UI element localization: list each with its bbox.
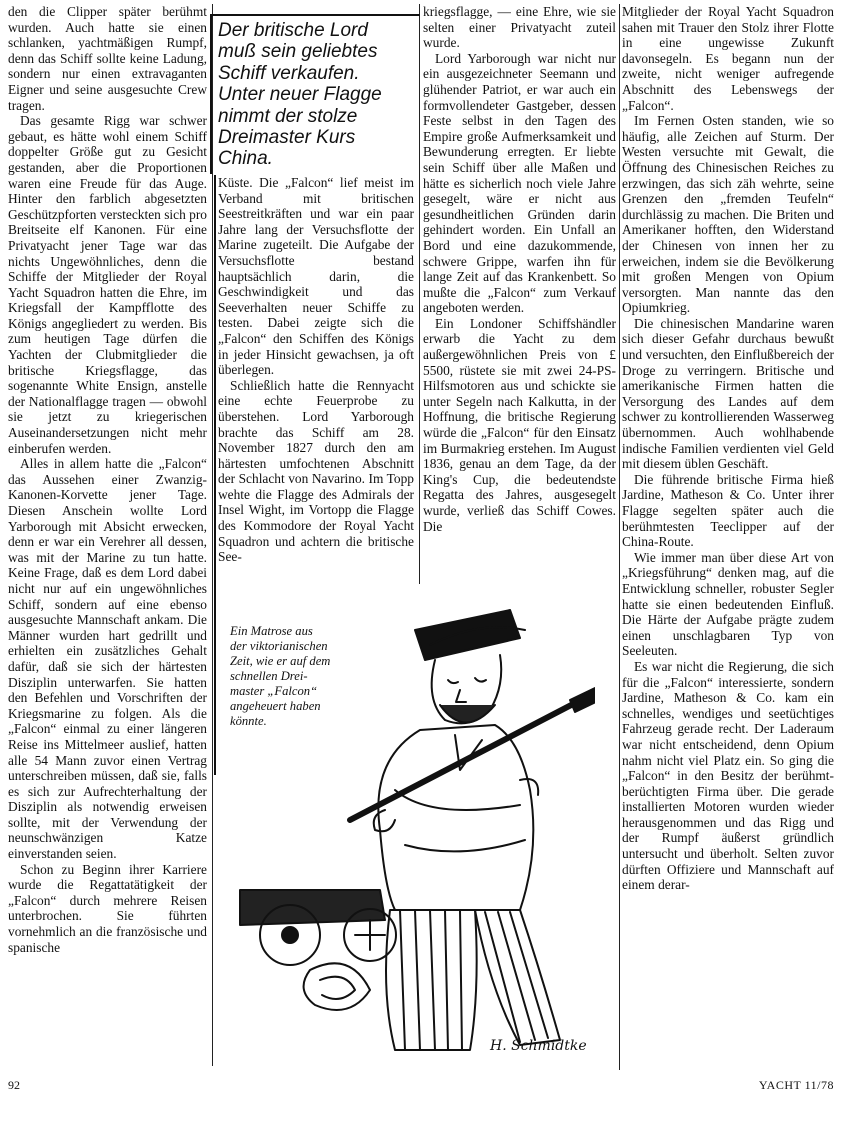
column-rule bbox=[214, 175, 216, 775]
paragraph: Schon zu Beginn ihrer Karriere wurde die Regattatätigkeit der „Falcon“ durch mehrere Reisen unterbrochen. Sie führten vornehmlich an die französische und spanische bbox=[8, 861, 207, 955]
paragraph: Schließlich hatte die Rennyacht eine echte Feuerprobe zu überstehen. Lord Yarborough brachte das Schiff am 28. November 1827 durch den am härtesten umfochtenen Abschnitt der Schlacht von Navarino. Im Topp wehte die Flagge des Admirals der Insel Wight, im Vortopp die Flagge des Kommodore der Royal Yacht Squadron und achtern die britische See- bbox=[218, 377, 414, 565]
caption-line: Ein Matrose aus bbox=[230, 624, 313, 638]
article-column-4 bbox=[622, 4, 834, 1070]
paragraph: Küste. Die „Falcon“ lief meist im Verband mit britischen Seestreitkräften und war ein paar Jahre lang der Versuchsflotte der Marine zugeteilt. Die Aufgabe der Versuchsflotte bestand hauptsächlich darin, die Geschwindigkeit und das Seeverhalten neuer Schiffe zu testen. Dabei zeigte sich die „Falcon“ den Schiffen des Königs in jeder Hinsicht gewachsen, ja oft überlegen. bbox=[218, 175, 414, 378]
paragraph: den die Clipper später berühmt wurden. Auch hatte sie einen schlanken, yachtmäßigen Rumpf, denn das Schiff sollte keine Ladung, sondern nur einen extravaganten Eigner und seine ausgesuchte Crew tragen. bbox=[8, 4, 207, 113]
caption-line: master „Falcon“ bbox=[230, 684, 318, 698]
magazine-name: YACHT bbox=[758, 1078, 802, 1092]
paragraph: Im Fernen Osten standen, wie so häufig, alle Zeichen auf Sturm. Der Westen versuchte mit Gewalt, die Öffnung des Chinesischen Reiches zu erzwingen, das sich zäh wehrte, seine Grenzen den „fremden Teufeln“ durchlässig zu machen. Die Briten und Amerikaner hofften, den Widerstand der Chinesen von innen her zu erweichen, indem sie die Bevölkerung mit großen Mengen von Opium versorgten. Man nannte das den Opiumkrieg. bbox=[622, 113, 834, 316]
paragraph: kriegsflagge, — eine Ehre, wie sie selten einer Privatyacht zuteil wurde. bbox=[423, 4, 616, 51]
paragraph: Alles in allem hatte die „Falcon“ das Aussehen einer Zwanzig-Kanonen-Korvette jener Tage. Diesen Anschein wollte Lord Yarborough mit Absicht erwecken, denn er war ein Verehrer all dessen, was mit der Marine zu tun hatte. Keine Frage, daß es dem Lord dabei nicht nur auf ein ungewöhnliches Schiff, sondern auf eine ebenso ausgesuchte Mannschaft ankam. Die Männer wurden hart gedrillt und erhielten ein zusätzliches Gehalt dafür, daß sie sich der härtesten Disziplin unterwarfen. Sie hatten den Befehlen und Vorschriften der Kriegsmarine zu folgen. Als die „Falcon“ einmal zu einer längeren Reise ins Mittelmeer auslief, hatten alle 54 Mann zuvor einen Vertrag unterschreiben müssen, daß sie, falls es sich zur Aufrechterhaltung der Disziplin als notwendig erweisen sollte, mit der Verwendung der neunschwänzigen Katze einverstanden seien. bbox=[8, 456, 207, 862]
magazine-footer bbox=[759, 1078, 834, 1093]
paragraph: Die chinesischen Mandarine waren sich dieser Gefahr durchaus bewußt und versuchten, den Einflußbereich der Droge zu verringern. Britische und amerikanische Firmen hatten die Versorgung des Landes auf dem schwer zu kontrollierenden Wasserweg übernommen. Auch wohlhabende indische Familien verdienten viel Geld mit diesem üblen Geschäft. bbox=[622, 315, 834, 472]
pull-quote bbox=[218, 20, 416, 170]
artist-signature: H. Schmidtke bbox=[490, 1038, 587, 1054]
paragraph: Das gesamte Rigg war schwer gebaut, es hätte wohl einem Schiff doppelter Größe gut zu Gesicht gestanden, aber die Proportionen waren eine Freude für das Auge. Hinter den farblich abgesetzten Geschützpforten versteckten sich pro Breitseite elf Kanonen. Für eine Privatyacht jener Tage war das nichts Ungewöhnliches, denn die Schiffe der Mitglieder der Royal Yacht Squadron hatten die Ehre, im Kriegsfall der Kampfflotte des Königs angegliedert zu werden. Bis zum heutigen Tage dürfen die Yachten der Clubmitglieder die britische Kriegsflagge, das sogenannte White Ensign, anstelle der Nationalflagge tragen — obwohl sie jetzt zu kriegerischen Auseinandersetzungen nicht mehr einberufen werden. bbox=[8, 113, 207, 456]
caption-line: schnellen Drei- bbox=[230, 669, 308, 683]
paragraph: Es war nicht die Regierung, die sich für die „Falcon“ interessierte, sondern Jardine, Matheson & Co. kam ein schnelles, wendiges und seetüchtiges Fahrzeug gerade recht. Der Laderaum war nicht entscheidend, denn Opium nahm nicht viel Platz ein. So ging die „Falcon“ in den Besitz der berühmt-berüchtigten Firma über. Die gerade installierten Motoren wurden wieder herausgenommen und das Rigg und der Rumpf äußerst gründlich untersucht und überholt. Selten zuvor dürften Offiziere und Mannschaft auf einem derar- bbox=[622, 658, 834, 893]
issue-number: 11/78 bbox=[804, 1078, 834, 1092]
page-number: 92 bbox=[8, 1078, 20, 1092]
caption-line: angeheuert haben bbox=[230, 699, 321, 713]
article-column-1 bbox=[8, 4, 207, 1062]
pull-quote-line: China. bbox=[218, 148, 273, 170]
paragraph: Ein Londoner Schiffshändler erwarb die Yacht zu dem außergewöhnlichen Preis von £ 5500, rüstete sie mit zwei 24-PS-Hilfsmotoren aus und schickte sie unter Segeln nach Kalkutta, in der Hoffnung, die britische Regierung würde die „Falcon“ für den Einsatz im Burmakrieg erstehen. Im August 1836, genau an dem Tage, da der King's Cup, die bedeutendste Regatta des Jahres, ausgesegelt wurde, verließ das Schiff Cowes. Die bbox=[423, 315, 616, 534]
pull-quote-line: Schiff verkaufen. bbox=[218, 62, 360, 84]
caption-line: der viktorianischen bbox=[230, 639, 328, 653]
article-column-2 bbox=[218, 175, 414, 587]
paragraph: Wie immer man über diese Art von „Kriegsführung“ denken mag, auf die Entwicklung schneller, robuster Segler hatte sie einen bedeutenden Einfluß. Die Härte der Aufgabe prägte zudem einen unschlagbaren Typ von Seeleuten. bbox=[622, 549, 834, 659]
pull-quote-line: Dreimaster Kurs bbox=[218, 127, 356, 149]
pull-quote-line: Der britische Lord bbox=[218, 20, 368, 41]
paragraph: Lord Yarborough war nicht nur ein ausgezeichneter Seemann und glühender Patriot, er war auch ein formvollendeter Gastgeber, dessen Feste selbst in den Tagen des Empire große Aufmerksamkeit und Bewunderung erregten. Er liebte sein Schiff über alle Maßen und hätte es sicherlich noch viele Jahre gesegelt, wäre er nicht aus gesundheitlichen Gründen darin gehindert worden. Ein Unfall an Bord und eine dazukommende, schwere Grippe, warfen ihn für lange Zeit auf das Krankenbett. So mußte die „Falcon“ zum Verkauf angeboten werden. bbox=[423, 50, 616, 316]
caption-line: könnte. bbox=[230, 714, 267, 728]
paragraph: Mitglieder der Royal Yacht Squadron sahen mit Trauer den Stolz ihrer Flotte in eine ungewisse Zukunft davonsegeln. Es begann nun der zweite, nicht weniger aufregende Abschnitt des Lebenswegs der „Falcon“. bbox=[622, 4, 834, 113]
article-column-3 bbox=[423, 4, 616, 582]
paragraph: Die führende britische Firma hieß Jardine, Matheson & Co. Unter ihrer Flagge segelten später auch die berühmtesten Teeclipper auf der China-Route. bbox=[622, 471, 834, 550]
column-divider bbox=[619, 4, 620, 1070]
pull-quote-line: nimmt der stolze bbox=[218, 105, 358, 127]
caption-line: Zeit, wie er auf dem bbox=[230, 654, 331, 668]
pull-quote-line: muß sein geliebtes bbox=[218, 41, 378, 63]
pull-quote-line: Unter neuer Flagge bbox=[218, 84, 382, 106]
image-caption bbox=[230, 624, 348, 729]
